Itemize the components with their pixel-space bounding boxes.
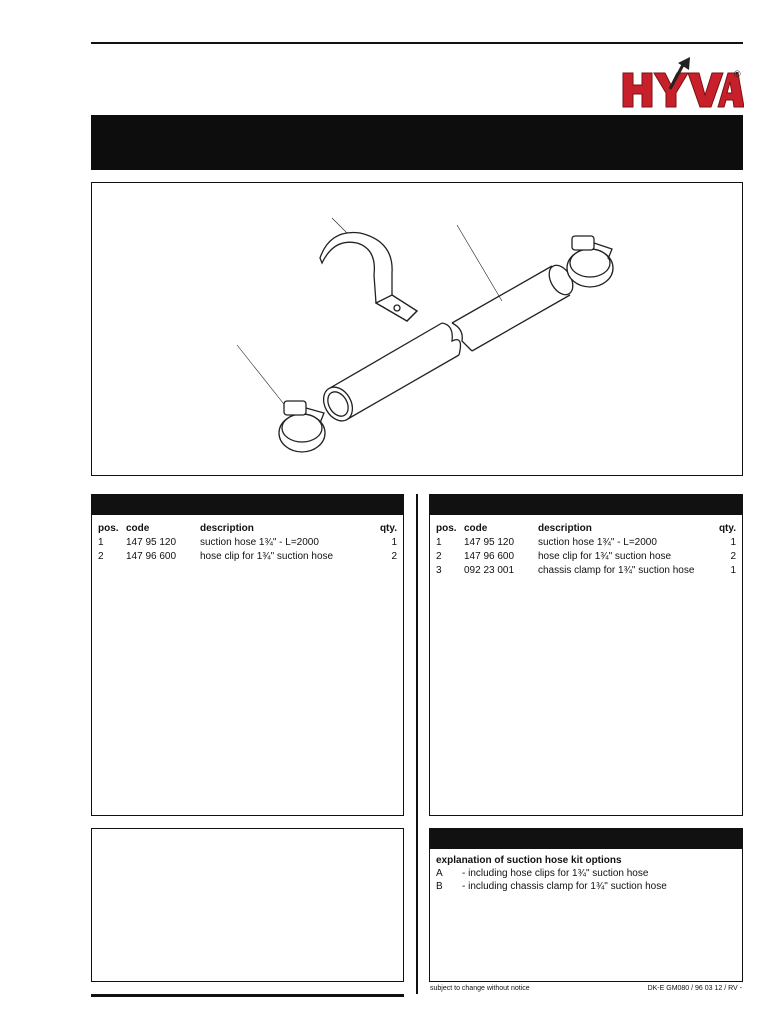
list-item	[436, 881, 736, 894]
table-row	[92, 549, 403, 563]
hose-kit-drawing	[92, 183, 742, 475]
cell-qty: 2	[730, 550, 736, 562]
footer-notice: subject to change without notice	[430, 985, 530, 992]
cell-qty: 2	[391, 550, 397, 562]
title-bar	[91, 115, 743, 170]
cell-code: 147 96 600	[464, 550, 515, 562]
cell-description: suction hose 1¾" - L=2000	[200, 536, 319, 548]
top-rule	[91, 42, 743, 44]
cell-pos: 2	[436, 550, 442, 562]
col-pos: pos.	[436, 522, 457, 534]
table-row	[430, 549, 742, 563]
hyva-logo	[620, 55, 744, 111]
option-key: A	[436, 868, 443, 879]
cell-qty: 1	[730, 564, 736, 576]
parts-table-left	[92, 521, 403, 563]
bottom-rule	[91, 994, 404, 997]
notes-title: explanation of suction hose kit options	[436, 855, 622, 866]
cell-code: 147 95 120	[464, 536, 515, 548]
col-code: code	[464, 522, 488, 534]
registered-mark: ®	[734, 69, 741, 79]
cell-code: 147 96 600	[126, 550, 177, 562]
panel-header	[430, 829, 742, 849]
cell-pos: 1	[98, 536, 104, 548]
col-code: code	[126, 522, 150, 534]
kit-options-notes	[430, 849, 742, 900]
cell-code: 147 95 120	[126, 536, 177, 548]
exploded-view-figure	[91, 182, 743, 476]
col-description: description	[538, 522, 592, 534]
table-header-row	[92, 521, 403, 535]
col-qty: qty.	[379, 522, 397, 534]
blank-box-left	[91, 828, 404, 982]
cell-description: hose clip for 1¾" suction hose	[538, 550, 672, 562]
table-header-row	[430, 521, 742, 535]
parts-list-right	[429, 494, 743, 816]
cell-pos: 2	[98, 550, 104, 562]
col-pos: pos.	[98, 522, 119, 534]
parts-list-left	[91, 494, 404, 816]
list-item	[436, 868, 736, 881]
option-text: - including hose clips for 1¾" suction hose	[462, 868, 649, 879]
cell-code: 092 23 001	[464, 564, 515, 576]
cell-qty: 1	[730, 536, 736, 548]
cell-pos: 1	[436, 536, 442, 548]
table-row	[92, 535, 403, 549]
table-row	[430, 563, 742, 577]
col-description: description	[200, 522, 254, 534]
kit-options-panel	[429, 828, 743, 982]
option-key: B	[436, 881, 443, 892]
footer-doc-ref: DK-E GM080 / 96 03 12 / RV -	[647, 985, 742, 992]
cell-qty: 1	[391, 536, 397, 548]
cell-description: hose clip for 1¾" suction hose	[200, 550, 334, 562]
col-qty: qty.	[718, 522, 736, 534]
column-divider	[416, 494, 418, 994]
cell-pos: 3	[436, 564, 442, 576]
cell-description: suction hose 1¾" - L=2000	[538, 536, 657, 548]
panel-header	[430, 495, 742, 515]
option-text: - including chassis clamp for 1¾" suction hose	[462, 881, 667, 892]
table-row	[430, 535, 742, 549]
cell-description: chassis clamp for 1¾" suction hose	[538, 564, 695, 576]
panel-header	[92, 495, 403, 515]
parts-table-right	[430, 521, 742, 577]
